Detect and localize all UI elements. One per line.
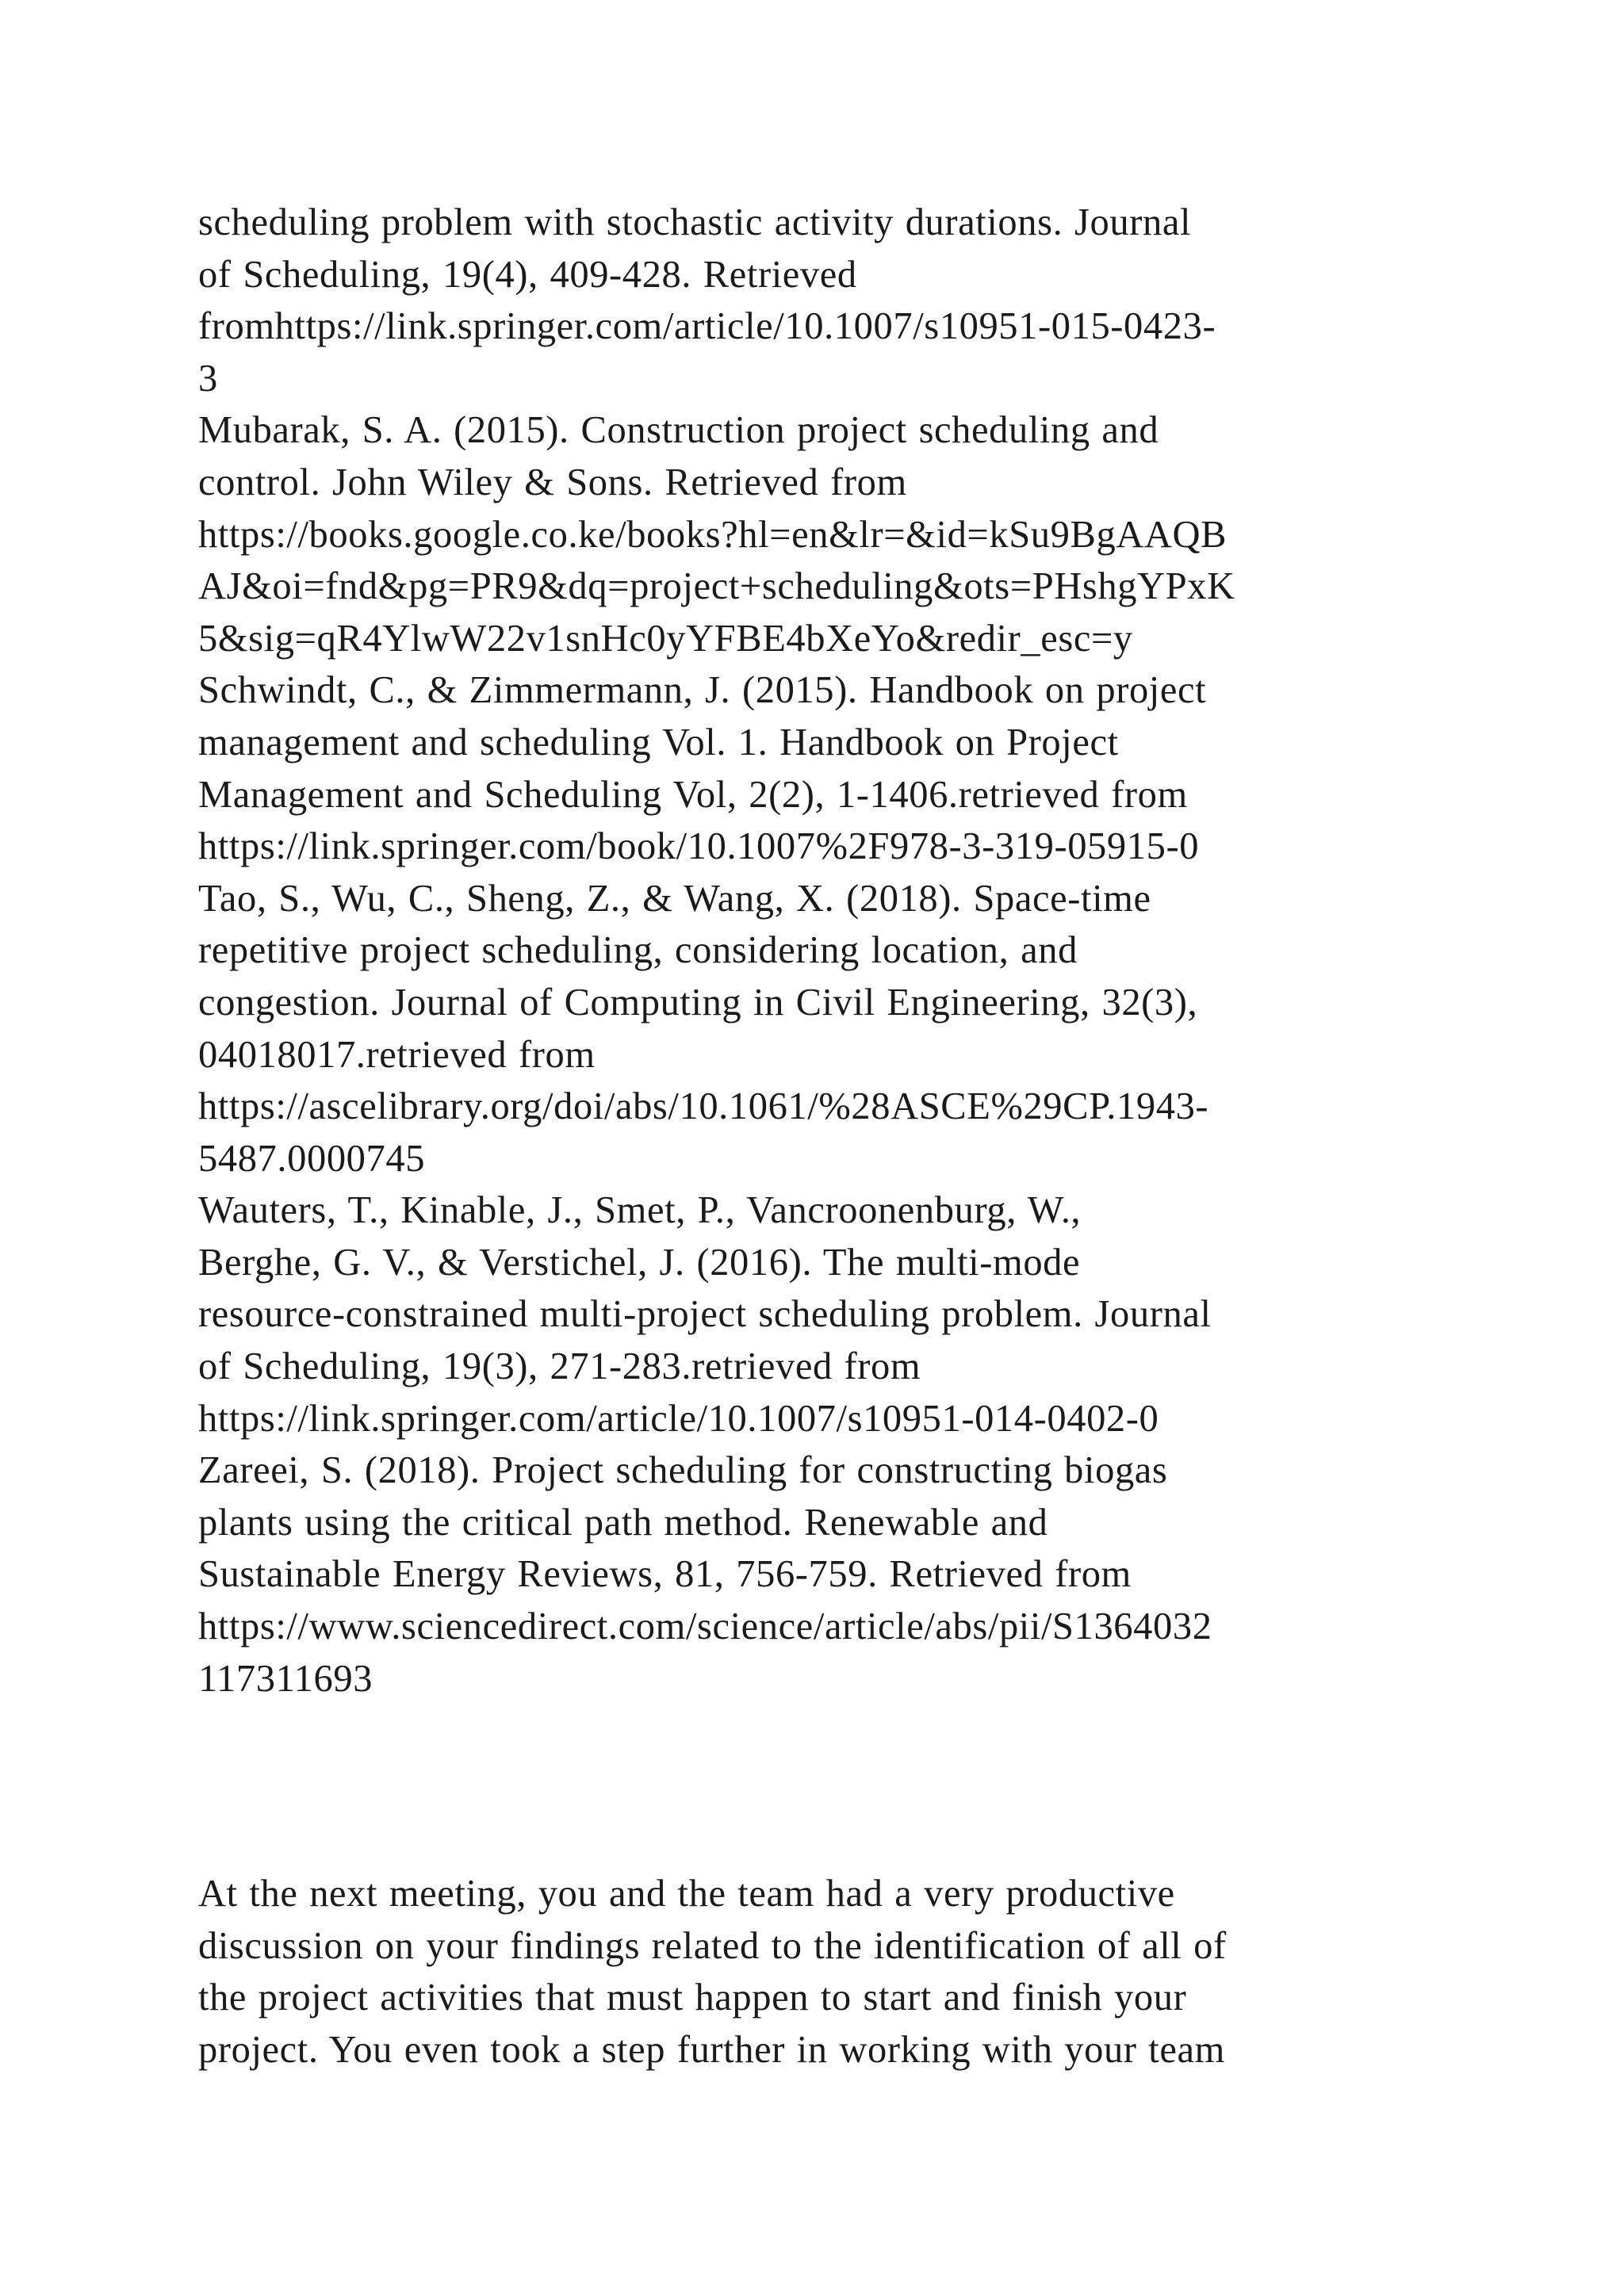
reference-line: repetitive project scheduling, considering location, and	[198, 929, 1078, 972]
reference-line: https://books.google.co.ke/books?hl=en&lr=&id=kSu9BgAAQB	[198, 513, 1228, 556]
reference-line: control. John Wiley & Sons. Retrieved from	[198, 461, 907, 503]
paragraph-line: the project activities that must happen to start and finish your	[198, 1976, 1187, 2019]
reference-line: Sustainable Energy Reviews, 81, 756-759. Retrieved from	[198, 1553, 1132, 1596]
reference-line: of Scheduling, 19(3), 271-283.retrieved from	[198, 1345, 921, 1388]
reference-line: AJ&oi=fnd&pg=PR9&dq=project+scheduling&ots=PHshgYPxK	[198, 565, 1235, 608]
reference-line: Berghe, G. V., & Verstichel, J. (2016). The multi-mode	[198, 1241, 1081, 1284]
reference-line: of Scheduling, 19(4), 409-428. Retrieved	[198, 253, 857, 296]
reference-line: https://link.springer.com/book/10.1007%2F978-3-319-05915-0	[198, 825, 1200, 868]
reference-line: 117311693	[198, 1657, 373, 1700]
paragraph-line: project. You even took a step further in working with your team	[198, 2028, 1225, 2071]
reference-line: congestion. Journal of Computing in Civil Engineering, 32(3),	[198, 981, 1198, 1024]
reference-line: 04018017.retrieved from	[198, 1033, 596, 1076]
reference-line: https://www.sciencedirect.com/science/article/abs/pii/S1364032	[198, 1605, 1212, 1648]
reference-line: management and scheduling Vol. 1. Handbook on Project	[198, 721, 1119, 763]
reference-line: 3	[198, 357, 218, 400]
reference-line: https://link.springer.com/article/10.1007/s10951-014-0402-0	[198, 1397, 1159, 1440]
reference-line: 5&sig=qR4YlwW22v1snHc0yYFBE4bXeYo&redir_esc=y	[198, 617, 1133, 660]
reference-line: Schwindt, C., & Zimmermann, J. (2015). Handbook on project	[198, 669, 1207, 712]
reference-line: Tao, S., Wu, C., Sheng, Z., & Wang, X. (2018). Space-time	[198, 877, 1151, 920]
reference-line: fromhttps://link.springer.com/article/10.1007/s10951-015-0423-	[198, 305, 1216, 348]
reference-line: Management and Scheduling Vol, 2(2), 1-1406.retrieved from	[198, 773, 1188, 816]
reference-line: Wauters, T., Kinable, J., Smet, P., Vancroonenburg, W.,	[198, 1189, 1082, 1232]
reference-line: plants using the critical path method. Renewable and	[198, 1501, 1048, 1544]
reference-line: https://ascelibrary.org/doi/abs/10.1061/%28ASCE%29CP.1943-	[198, 1085, 1209, 1128]
body-paragraph	[198, 1868, 1483, 2076]
reference-line: Mubarak, S. A. (2015). Construction project scheduling and	[198, 409, 1159, 452]
paragraph-line: At the next meeting, you and the team had a very productive	[198, 1873, 1175, 1915]
paragraph-line: discussion on your findings related to the identification of all of	[198, 1924, 1227, 1967]
reference-list	[198, 197, 1483, 1705]
reference-line: scheduling problem with stochastic activity durations. Journal	[198, 201, 1192, 243]
reference-line: resource-constrained multi-project scheduling problem. Journal	[198, 1293, 1212, 1336]
reference-line: Zareei, S. (2018). Project scheduling for constructing biogas	[198, 1449, 1168, 1492]
reference-line: 5487.0000745	[198, 1137, 426, 1180]
